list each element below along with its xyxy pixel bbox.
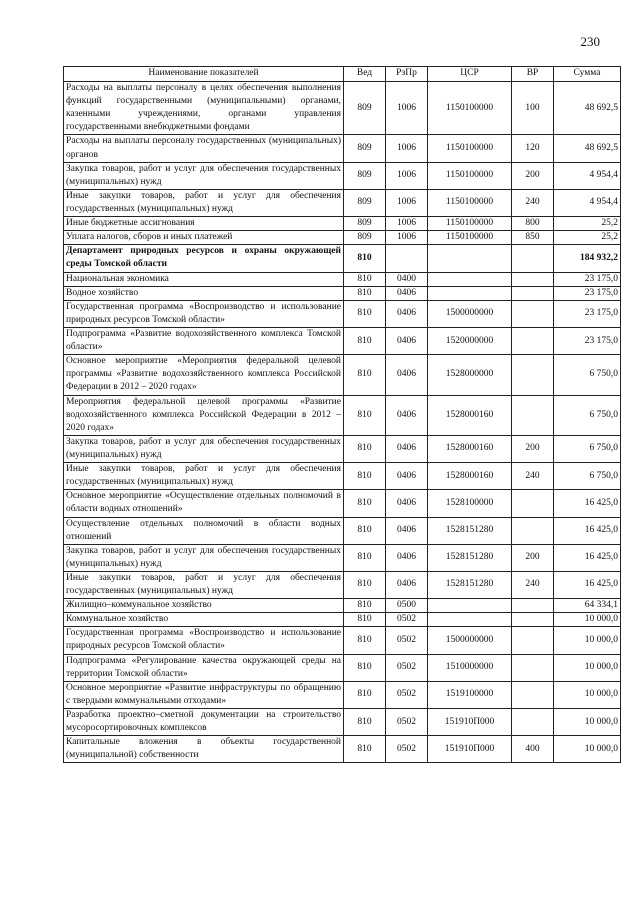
cell-vr: 200 xyxy=(512,544,554,571)
cell-sum: 6 750,0 xyxy=(554,463,621,490)
cell-vr: 800 xyxy=(512,217,554,231)
cell-rzpr: 1006 xyxy=(386,217,428,231)
cell-csr: 1520000000 xyxy=(428,327,512,354)
cell-vr xyxy=(512,327,554,354)
cell-csr: 1500000000 xyxy=(428,627,512,654)
cell-csr: 1519100000 xyxy=(428,681,512,708)
cell-name: Осуществление отдельных полномочий в области водных отношений xyxy=(64,517,344,544)
cell-rzpr: 0502 xyxy=(386,654,428,681)
cell-rzpr: 0406 xyxy=(386,544,428,571)
cell-ved: 809 xyxy=(344,217,386,231)
cell-name: Департамент природных ресурсов и охраны окружающей среды Томской области xyxy=(64,245,344,272)
cell-csr: 1528151280 xyxy=(428,544,512,571)
table-header-row xyxy=(64,67,621,82)
header-vr: ВР xyxy=(512,67,554,82)
table-row xyxy=(64,82,621,135)
cell-csr: 1528151280 xyxy=(428,517,512,544)
cell-ved: 809 xyxy=(344,189,386,216)
cell-ved: 810 xyxy=(344,654,386,681)
cell-name: Жилищно–коммунальное хозяйство xyxy=(64,599,344,613)
cell-csr xyxy=(428,613,512,627)
cell-csr: 1528100000 xyxy=(428,490,512,517)
cell-sum: 16 425,0 xyxy=(554,544,621,571)
table-row xyxy=(64,627,621,654)
cell-ved: 810 xyxy=(344,272,386,286)
cell-rzpr: 0502 xyxy=(386,613,428,627)
cell-ved: 810 xyxy=(344,517,386,544)
cell-rzpr: 0502 xyxy=(386,709,428,736)
cell-vr xyxy=(512,654,554,681)
cell-csr xyxy=(428,599,512,613)
cell-name: Основное мероприятие «Мероприятия федеральной целевой программы «Развитие водохозяйственного комплекса Российской Федерации в 2012 – 2020 годах» xyxy=(64,355,344,395)
cell-vr: 200 xyxy=(512,162,554,189)
cell-rzpr: 0502 xyxy=(386,627,428,654)
cell-vr: 240 xyxy=(512,189,554,216)
cell-rzpr: 1006 xyxy=(386,231,428,245)
table-row xyxy=(64,681,621,708)
cell-rzpr: 0406 xyxy=(386,571,428,598)
cell-name: Капитальные вложения в объекты государственной (муниципальной) собственности xyxy=(64,736,344,763)
cell-name: Уплата налогов, сборов и иных платежей xyxy=(64,231,344,245)
table-row xyxy=(64,435,621,462)
table-row xyxy=(64,654,621,681)
cell-name: Государственная программа «Воспроизводство и использование природных ресурсов Томской области» xyxy=(64,300,344,327)
page-number: 230 xyxy=(580,34,600,49)
cell-sum: 64 334,1 xyxy=(554,599,621,613)
cell-rzpr: 0406 xyxy=(386,517,428,544)
cell-ved: 810 xyxy=(344,544,386,571)
cell-sum: 4 954,4 xyxy=(554,162,621,189)
cell-name: Расходы на выплаты персоналу государственных (муниципальных) органов xyxy=(64,135,344,162)
cell-name: Иные закупки товаров, работ и услуг для обеспечения государственных (муниципальных) нужд xyxy=(64,189,344,216)
cell-name: Иные закупки товаров, работ и услуг для обеспечения государственных (муниципальных) нужд xyxy=(64,463,344,490)
header-sum: Сумма xyxy=(554,67,621,82)
cell-ved: 810 xyxy=(344,327,386,354)
header-csr: ЦСР xyxy=(428,67,512,82)
cell-rzpr: 0406 xyxy=(386,463,428,490)
table-row xyxy=(64,355,621,395)
cell-sum: 10 000,0 xyxy=(554,736,621,763)
cell-ved: 810 xyxy=(344,681,386,708)
cell-sum: 25,2 xyxy=(554,217,621,231)
cell-name: Закупка товаров, работ и услуг для обеспечения государственных (муниципальных) нужд xyxy=(64,544,344,571)
budget-table xyxy=(63,66,621,763)
table-row xyxy=(64,490,621,517)
cell-sum: 23 175,0 xyxy=(554,286,621,300)
cell-csr: 1150100000 xyxy=(428,231,512,245)
cell-csr: 151910П000 xyxy=(428,709,512,736)
cell-csr: 1150100000 xyxy=(428,162,512,189)
cell-vr xyxy=(512,355,554,395)
cell-vr xyxy=(512,245,554,272)
cell-rzpr: 0406 xyxy=(386,327,428,354)
cell-ved: 810 xyxy=(344,490,386,517)
cell-csr: 1528000000 xyxy=(428,355,512,395)
cell-rzpr: 0406 xyxy=(386,286,428,300)
cell-sum: 10 000,0 xyxy=(554,627,621,654)
table-row xyxy=(64,300,621,327)
cell-name: Иные бюджетные ассигнования xyxy=(64,217,344,231)
cell-ved: 810 xyxy=(344,355,386,395)
table-row xyxy=(64,544,621,571)
cell-sum: 184 932,2 xyxy=(554,245,621,272)
cell-rzpr: 1006 xyxy=(386,162,428,189)
table-row xyxy=(64,517,621,544)
table-row xyxy=(64,613,621,627)
cell-ved: 810 xyxy=(344,286,386,300)
cell-rzpr: 0406 xyxy=(386,435,428,462)
table-row xyxy=(64,395,621,435)
table-row xyxy=(64,571,621,598)
cell-name: Закупка товаров, работ и услуг для обеспечения государственных (муниципальных) нужд xyxy=(64,162,344,189)
cell-csr xyxy=(428,245,512,272)
table-row xyxy=(64,286,621,300)
cell-name: Иные закупки товаров, работ и услуг для обеспечения государственных (муниципальных) нужд xyxy=(64,571,344,598)
cell-name: Разработка проектно–сметной документации на строительство мусоросортировочных комплексов xyxy=(64,709,344,736)
table-body xyxy=(64,82,621,763)
cell-csr: 1528151280 xyxy=(428,571,512,598)
table-row xyxy=(64,599,621,613)
cell-sum: 6 750,0 xyxy=(554,435,621,462)
cell-csr: 1510000000 xyxy=(428,654,512,681)
cell-sum: 10 000,0 xyxy=(554,681,621,708)
cell-ved: 810 xyxy=(344,300,386,327)
cell-name: Подпрограмма «Регулирование качества окружающей среды на территории Томской области» xyxy=(64,654,344,681)
cell-rzpr: 0500 xyxy=(386,599,428,613)
cell-sum: 16 425,0 xyxy=(554,517,621,544)
table-row xyxy=(64,463,621,490)
cell-vr: 200 xyxy=(512,435,554,462)
cell-name: Национальная экономика xyxy=(64,272,344,286)
cell-ved: 810 xyxy=(344,463,386,490)
cell-ved: 810 xyxy=(344,395,386,435)
cell-csr: 1528000160 xyxy=(428,395,512,435)
cell-sum: 10 000,0 xyxy=(554,613,621,627)
cell-sum: 10 000,0 xyxy=(554,654,621,681)
cell-vr xyxy=(512,613,554,627)
table-row xyxy=(64,217,621,231)
cell-csr: 1528000160 xyxy=(428,463,512,490)
cell-vr xyxy=(512,286,554,300)
cell-rzpr: 0502 xyxy=(386,736,428,763)
cell-name: Закупка товаров, работ и услуг для обеспечения государственных (муниципальных) нужд xyxy=(64,435,344,462)
cell-sum: 25,2 xyxy=(554,231,621,245)
cell-csr: 1150100000 xyxy=(428,217,512,231)
cell-name: Государственная программа «Воспроизводство и использование природных ресурсов Томской области» xyxy=(64,627,344,654)
cell-ved: 809 xyxy=(344,135,386,162)
table-row xyxy=(64,736,621,763)
table-row xyxy=(64,245,621,272)
cell-vr: 400 xyxy=(512,736,554,763)
cell-sum: 6 750,0 xyxy=(554,395,621,435)
cell-sum: 23 175,0 xyxy=(554,327,621,354)
cell-sum: 10 000,0 xyxy=(554,709,621,736)
cell-sum: 4 954,4 xyxy=(554,189,621,216)
cell-vr: 240 xyxy=(512,463,554,490)
cell-vr: 120 xyxy=(512,135,554,162)
cell-ved: 810 xyxy=(344,245,386,272)
cell-name: Основное мероприятие «Развитие инфраструктуры по обращению с твердыми коммунальными отходами» xyxy=(64,681,344,708)
cell-csr: 1150100000 xyxy=(428,135,512,162)
cell-name: Водное хозяйство xyxy=(64,286,344,300)
cell-csr: 1500000000 xyxy=(428,300,512,327)
cell-sum: 48 692,5 xyxy=(554,135,621,162)
cell-rzpr: 0400 xyxy=(386,272,428,286)
cell-csr: 1528000160 xyxy=(428,435,512,462)
cell-csr xyxy=(428,286,512,300)
cell-rzpr: 0406 xyxy=(386,395,428,435)
table-row xyxy=(64,272,621,286)
cell-name: Подпрограмма «Развитие водохозяйственного комплекса Томской области» xyxy=(64,327,344,354)
header-rzpr: РзПр xyxy=(386,67,428,82)
table-row xyxy=(64,135,621,162)
cell-sum: 23 175,0 xyxy=(554,272,621,286)
cell-rzpr: 1006 xyxy=(386,189,428,216)
table-row xyxy=(64,189,621,216)
cell-sum: 16 425,0 xyxy=(554,571,621,598)
cell-name: Расходы на выплаты персоналу в целях обеспечения выполнения функций государственными (муниципальными) органами, казенными учреждениями, органами управления государственными внебюджетными фондами xyxy=(64,82,344,135)
cell-csr: 151910П000 xyxy=(428,736,512,763)
cell-rzpr: 1006 xyxy=(386,82,428,135)
cell-sum: 6 750,0 xyxy=(554,355,621,395)
cell-ved: 810 xyxy=(344,736,386,763)
cell-sum: 16 425,0 xyxy=(554,490,621,517)
cell-rzpr xyxy=(386,245,428,272)
table-row xyxy=(64,327,621,354)
cell-vr xyxy=(512,681,554,708)
cell-vr xyxy=(512,490,554,517)
table-row xyxy=(64,231,621,245)
cell-vr: 240 xyxy=(512,571,554,598)
cell-name: Мероприятия федеральной целевой программы «Развитие водохозяйственного комплекса Российской Федерации в 2012 – 2020 годах» xyxy=(64,395,344,435)
cell-vr xyxy=(512,272,554,286)
cell-ved: 810 xyxy=(344,709,386,736)
cell-vr xyxy=(512,300,554,327)
table-row xyxy=(64,162,621,189)
cell-csr: 1150100000 xyxy=(428,82,512,135)
cell-vr xyxy=(512,599,554,613)
cell-name: Основное мероприятие «Осуществление отдельных полномочий в области водных отношений» xyxy=(64,490,344,517)
cell-ved: 810 xyxy=(344,599,386,613)
cell-rzpr: 0502 xyxy=(386,681,428,708)
cell-rzpr: 1006 xyxy=(386,135,428,162)
cell-rzpr: 0406 xyxy=(386,300,428,327)
cell-vr: 100 xyxy=(512,82,554,135)
cell-ved: 810 xyxy=(344,613,386,627)
cell-rzpr: 0406 xyxy=(386,490,428,517)
cell-ved: 810 xyxy=(344,627,386,654)
cell-vr xyxy=(512,627,554,654)
cell-vr: 850 xyxy=(512,231,554,245)
cell-csr: 1150100000 xyxy=(428,189,512,216)
cell-rzpr: 0406 xyxy=(386,355,428,395)
cell-ved: 809 xyxy=(344,231,386,245)
cell-ved: 810 xyxy=(344,571,386,598)
cell-csr xyxy=(428,272,512,286)
table-row xyxy=(64,709,621,736)
cell-ved: 809 xyxy=(344,162,386,189)
cell-name: Коммунальное хозяйство xyxy=(64,613,344,627)
header-ved: Вед xyxy=(344,67,386,82)
cell-ved: 810 xyxy=(344,435,386,462)
cell-sum: 23 175,0 xyxy=(554,300,621,327)
cell-sum: 48 692,5 xyxy=(554,82,621,135)
cell-vr xyxy=(512,709,554,736)
header-name: Наименование показателей xyxy=(64,67,344,82)
cell-vr xyxy=(512,395,554,435)
cell-vr xyxy=(512,517,554,544)
cell-ved: 809 xyxy=(344,82,386,135)
